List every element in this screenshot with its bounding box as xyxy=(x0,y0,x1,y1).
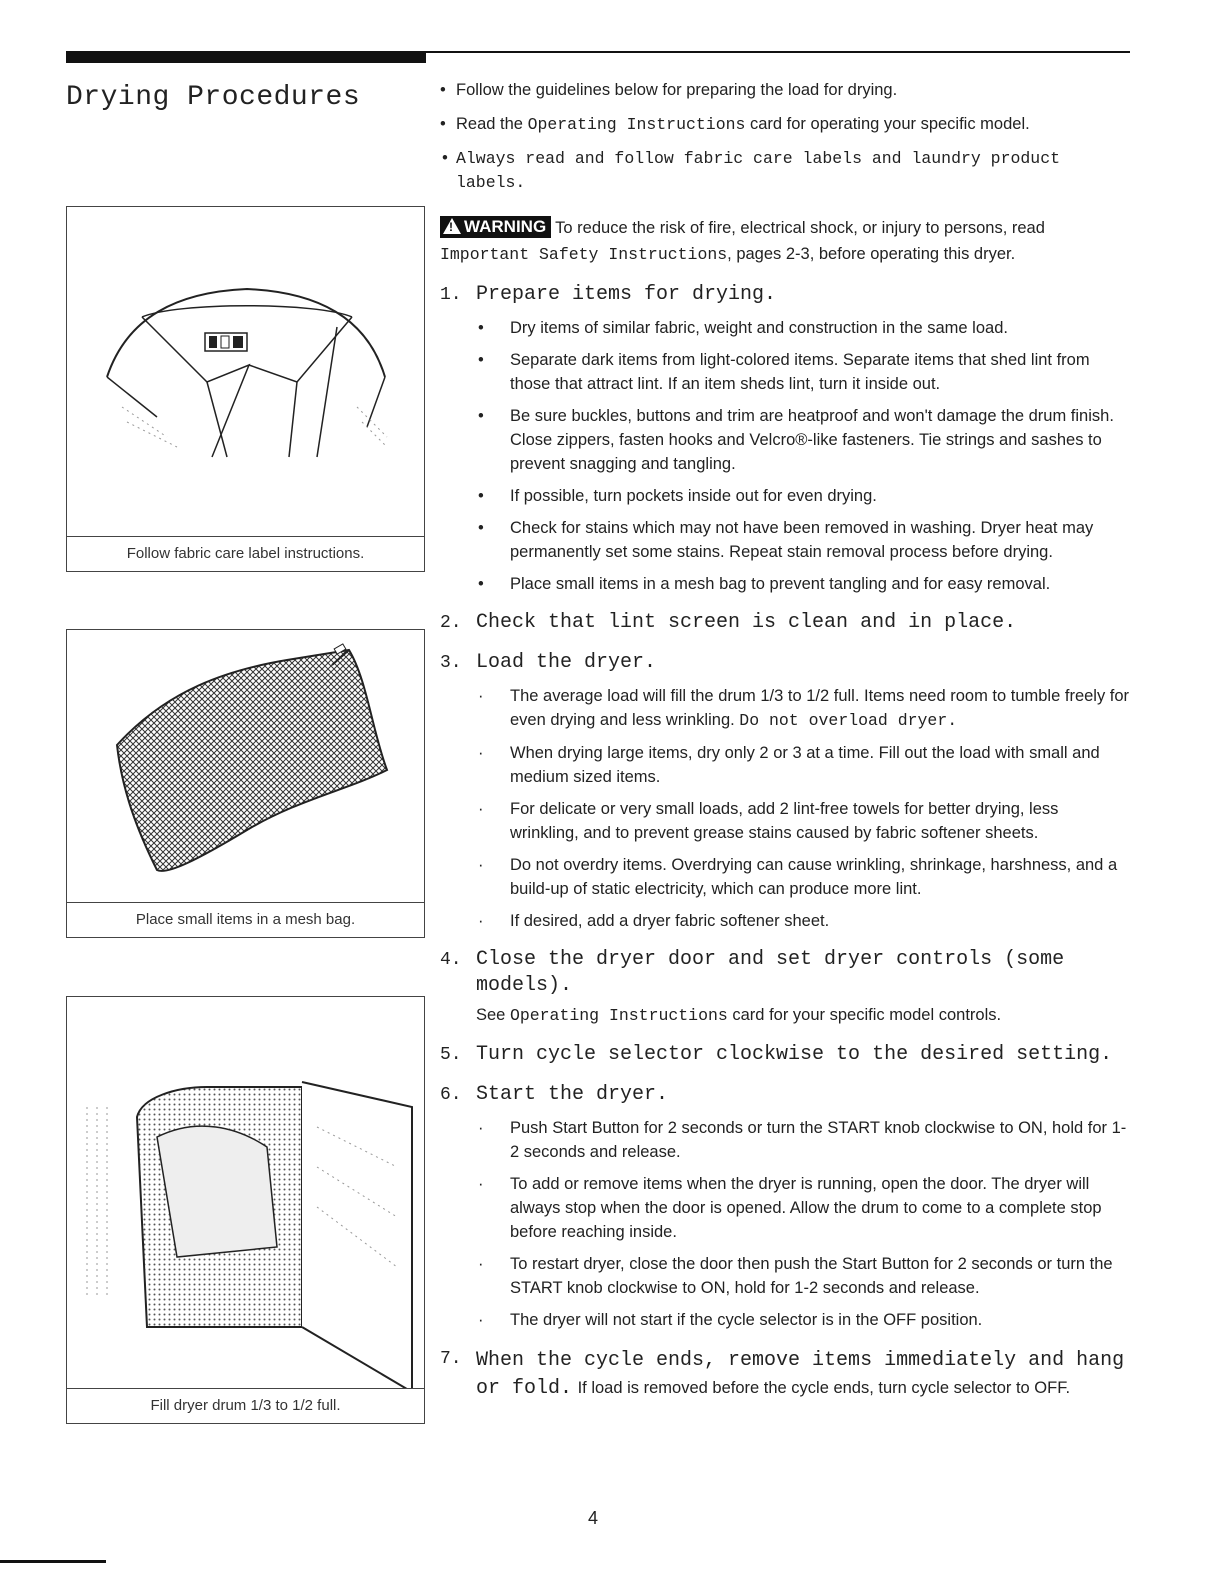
doc-reference: Important Safety Instructions xyxy=(440,245,728,264)
mesh-bag-illustration xyxy=(67,630,424,903)
list-item: • Be sure buckles, buttons and trim are heatproof and won't damage the drum finish. Close zippers, fasten hooks and Velcro®-like fasteners. Tie strings and sashes to prevent snagging and tangling. xyxy=(440,404,1130,476)
bullet-icon: · xyxy=(478,1311,484,1329)
bullet-icon: • xyxy=(478,407,484,425)
step-heading: 3. Load the dryer. xyxy=(440,651,657,674)
step-heading: 4. Close the dryer door and set dryer controls (some models). xyxy=(440,948,1065,997)
figure-care-label xyxy=(66,206,425,572)
page-title: Drying Procedures xyxy=(66,82,361,113)
step-1 xyxy=(440,282,1130,596)
list-item: · To add or remove items when the dryer is running, open the door. The dryer will always stop when the door is opened. Allow the drum to come to a complete stop before reaching inside. xyxy=(440,1172,1130,1244)
step-4 xyxy=(440,947,1130,1028)
bullet-icon: · xyxy=(478,856,484,874)
footer-rule xyxy=(0,1560,106,1563)
bullet-icon: · xyxy=(478,1119,484,1137)
list-item: · For delicate or very small loads, add 2 lint-free towels for better drying, less wrinkling, and to prevent grease stains caused by fabric softener sheets. xyxy=(440,797,1130,845)
list-item: · When drying large items, dry only 2 or 3 at a time. Fill out the load with small and medium sized items. xyxy=(440,741,1130,789)
figure-mesh-bag xyxy=(66,629,425,938)
list-item: • Dry items of similar fabric, weight and construction in the same load. xyxy=(440,316,1130,340)
warning-badge: !WARNING xyxy=(440,216,551,238)
header-rule-thin xyxy=(426,51,1130,53)
step-6 xyxy=(440,1082,1130,1332)
intro-item: • Always read and follow fabric care labels and laundry product labels. xyxy=(440,149,1060,192)
list-item: · To restart dryer, close the door then push the Start Button for 2 seconds or turn the START knob clockwise to ON, hold for 1-2 seconds and release. xyxy=(440,1252,1130,1300)
bullet-icon: · xyxy=(478,744,484,762)
figure-dryer-drum xyxy=(66,996,425,1424)
step-heading: 2. Check that lint screen is clean and in place. xyxy=(440,611,1017,634)
doc-reference: Operating Instructions xyxy=(509,1006,728,1025)
step-5 xyxy=(440,1042,1130,1068)
step-2 xyxy=(440,610,1130,636)
bullet-icon: · xyxy=(478,1175,484,1193)
list-item: • Check for stains which may not have been removed in washing. Dryer heat may permanently set some stains. Repeat stain removal process before drying. xyxy=(440,516,1130,564)
figure-caption: Fill dryer drum 1/3 to 1/2 full. xyxy=(67,1388,424,1423)
doc-reference: Operating Instructions xyxy=(527,115,746,134)
bullet-icon: · xyxy=(478,912,484,930)
procedure-content xyxy=(440,78,1130,1402)
bullet-icon: · xyxy=(478,1255,484,1273)
header-rule-thick xyxy=(66,51,426,63)
warning-notice: !WARNING To reduce the risk of fire, electrical shock, or injury to persons, read Important Safety Instructions, pages 2-3, before operating this dryer. xyxy=(440,215,1130,268)
list-item: · If desired, add a dryer fabric softener sheet. xyxy=(440,909,1130,933)
figure-caption: Place small items in a mesh bag. xyxy=(67,902,424,937)
list-item: • If possible, turn pockets inside out for even drying. xyxy=(440,484,1130,508)
bullet-icon: • xyxy=(478,519,484,537)
step-heading: 5. Turn cycle selector clockwise to the desired setting. xyxy=(440,1043,1113,1066)
bullet-icon: • xyxy=(440,149,450,168)
step-heading: 7. When the cycle ends, remove items immediately and hang or fold. If load is removed before the cycle ends, turn cycle selector to OFF. xyxy=(440,1349,1125,1400)
warning-triangle-icon xyxy=(443,218,461,234)
step-3 xyxy=(440,650,1130,933)
list-item: · The average load will fill the drum 1/3 to 1/2 full. Items need room to tumble freely for even drying and less wrinkling. Do not overload dryer. xyxy=(440,684,1130,733)
page-number: 4 xyxy=(588,1508,599,1528)
list-item: · Push Start Button for 2 seconds or turn the START knob clockwise to ON, hold for 1-2 seconds and release. xyxy=(440,1116,1130,1164)
bullet-icon: • xyxy=(478,319,484,337)
step-note: See Operating Instructions card for your specific model controls. xyxy=(476,1006,1002,1025)
step-7 xyxy=(440,1346,1130,1402)
step-heading: 6. Start the dryer. xyxy=(440,1083,669,1106)
list-item: • Place small items in a mesh bag to prevent tangling and for easy removal. xyxy=(440,572,1130,596)
list-item: · The dryer will not start if the cycle selector is in the OFF position. xyxy=(440,1308,1130,1332)
doc-reference: Do not overload dryer. xyxy=(739,711,958,730)
intro-item: • Read the Operating Instructions card for operating your specific model. xyxy=(440,112,1130,137)
list-item: • Separate dark items from light-colored items. Separate items that shed lint from those that attract lint. If an item sheds lint, turn it inside out. xyxy=(440,348,1130,396)
bullet-icon: • xyxy=(440,115,446,133)
figure-caption: Follow fabric care label instructions. xyxy=(67,536,424,571)
intro-item: • Follow the guidelines below for preparing the load for drying. xyxy=(440,78,1130,102)
shirt-collar-illustration xyxy=(67,207,424,537)
dryer-drum-illustration xyxy=(67,997,424,1389)
bullet-icon: • xyxy=(440,81,446,99)
bullet-icon: · xyxy=(478,800,484,818)
bullet-icon: • xyxy=(478,487,484,505)
step-heading: 1. Prepare items for drying. xyxy=(440,283,777,306)
bullet-icon: • xyxy=(478,351,484,369)
bullet-icon: · xyxy=(478,687,484,705)
list-item: · Do not overdry items. Overdrying can cause wrinkling, shrinkage, harshness, and a build-up of static electricity, which can produce more lint. xyxy=(440,853,1130,901)
bullet-icon: • xyxy=(478,575,484,593)
